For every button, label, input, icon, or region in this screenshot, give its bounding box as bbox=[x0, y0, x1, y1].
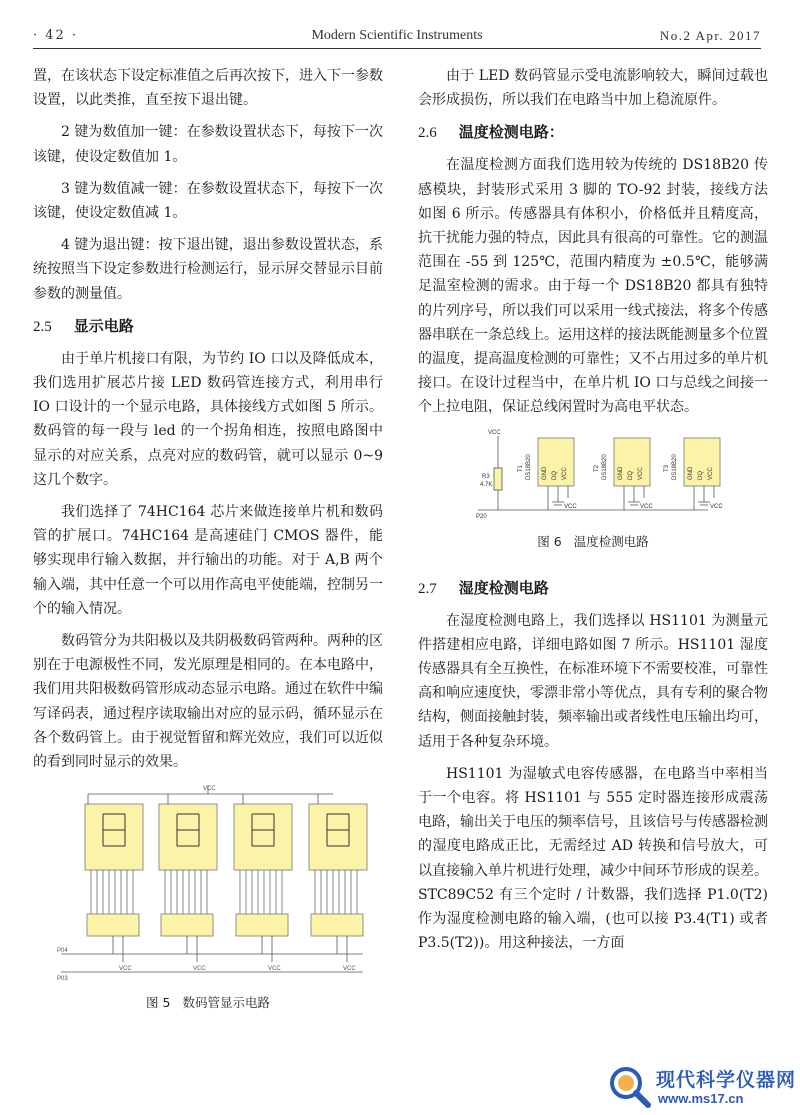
svg-text:VCC: VCC bbox=[708, 466, 714, 480]
issue-info: No.2 Apr. 2017 bbox=[659, 28, 761, 43]
svg-text:VCC: VCC bbox=[638, 466, 644, 480]
svg-text:T3: T3 bbox=[664, 464, 670, 472]
svg-text:DQ: DQ bbox=[628, 470, 634, 480]
svg-text:DS18B20: DS18B20 bbox=[602, 453, 608, 480]
section-number: 2.6 bbox=[418, 125, 437, 142]
svg-text:DS18B20: DS18B20 bbox=[526, 453, 532, 480]
paragraph: 4 键为退出键：按下退出键，退出参数设置状态，系统按照当下设定参数进行检测运行，显示屏交替显示目前参数的测量值。 bbox=[33, 237, 383, 302]
temperature-circuit-diagram bbox=[418, 428, 768, 526]
section-title: 湿度检测电路 bbox=[458, 578, 549, 597]
paragraph: 2 键为数值加一键：在参数设置状态下，每按下一次该键，使设定数值加 1。 bbox=[33, 124, 383, 165]
svg-text:DQ: DQ bbox=[698, 470, 704, 480]
paragraph: HS1101 为湿敏式电容传感器，在电路当中率相当于一个电容。将 HS1101 与 555 定时器连接形成震荡电路，输出关于电压的频率信号，且该信号与传感器检测的湿度电路成正比，无需经过 AD 转换和信号放大，可以直接输入单片机进行处理，减少中间环节形成的误差。STC89C52 有三个定时 / 计数器，我们选择 P1.0(T2) 作为湿度检测电路的输入端，(也可以接 P3.4(T1) 或者 P3.5(T2))。用这种接法，一方面 bbox=[418, 765, 768, 952]
section-heading bbox=[418, 120, 768, 145]
svg-text:P04: P04 bbox=[57, 948, 68, 955]
section-heading bbox=[418, 576, 768, 601]
magnifier-logo-icon bbox=[606, 1063, 652, 1109]
paragraph: 我们选择了 74HC164 芯片来做连接单片机和数码管的扩展口。74HC164 是高速硅门 CMOS 器件，能够实现串行输入数据，并行输出的功能。对于 A,B 两个输入端，其中任意一个可以用作高电平使能端，控制另一个的输入情况。 bbox=[33, 504, 383, 617]
svg-text:T2: T2 bbox=[594, 464, 600, 472]
display-circuit-diagram bbox=[33, 782, 383, 987]
svg-text:VCC: VCC bbox=[203, 786, 216, 793]
section-title: 温度检测电路： bbox=[458, 123, 564, 142]
svg-text:GND: GND bbox=[688, 466, 694, 480]
svg-text:VCC: VCC bbox=[562, 466, 568, 480]
svg-text:VCC: VCC bbox=[193, 966, 206, 973]
running-header bbox=[33, 26, 761, 49]
paragraph: 3 键为数值减一键：在参数设置状态下，每按下一次该键，使设定数值减 1。 bbox=[33, 180, 383, 222]
svg-text:GND: GND bbox=[618, 466, 624, 480]
right-column bbox=[418, 64, 768, 963]
left-column bbox=[33, 64, 383, 1011]
watermark-url: www.ms17.cn bbox=[658, 1091, 744, 1106]
section-number: 2.5 bbox=[33, 318, 52, 335]
site-watermark bbox=[606, 1061, 796, 1111]
paragraph: 由于单片机接口有限，为节约 IO 口以及降低成本，我们选用扩展芯片接 LED 数码管连接方式，利用串行 IO 口设计的一个显示电路，具体接线方式如图 5 所示。数码管的每一段与 led 的一个拐角相连，按照电路图中显示的对应关系，点亮对应的数码管，就可以显示 0~9 这几个数字。 bbox=[33, 350, 383, 488]
figure-title: 温度检测电路 bbox=[573, 533, 649, 549]
section-title: 显示电路 bbox=[73, 316, 134, 335]
paragraph: 在湿度检测电路上，我们选择以 HS1101 为测量元件搭建相应电路，详细电路如图 7 所示。HS1101 湿度传感器具有全互换性，在标准环境下不需要校准，可靠性高和响应速度快，零漂非常小等优点，具有专利的聚合物结构，侧面接触封装，频率输出或者线性电压输出均可，适用于各种复杂环境。 bbox=[418, 612, 768, 750]
svg-text:DQ: DQ bbox=[552, 470, 558, 480]
paragraph: 由于 LED 数码管显示受电流影响较大，瞬间过载也会形成损伤，所以我们在电路当中加上稳流原件。 bbox=[418, 68, 768, 109]
section-number: 2.7 bbox=[418, 580, 437, 597]
paragraph: 置，在该状态下设定标准值之后再次按下，进入下一参数设置，以此类推，直至按下退出键。 bbox=[33, 68, 383, 109]
svg-text:VCC: VCC bbox=[640, 503, 653, 510]
svg-text:DS18B20: DS18B20 bbox=[672, 453, 678, 480]
svg-text:VCC: VCC bbox=[343, 966, 356, 973]
figure-title: 数码管显示电路 bbox=[182, 995, 270, 1011]
svg-text:VCC: VCC bbox=[710, 503, 723, 510]
watermark-title: 现代科学仪器网 bbox=[656, 1069, 797, 1091]
paragraph: 数码管分为共阳极以及共阴极数码管两种。两种的区别在于电源极性不同，发光原理是相同的。在本电路中，我们用共阳极数码管形成动态显示电路。通过在软件中编写译码表，通过程序读取输出对应的显示码，循环显示在各个数码管上。由于视觉暂留和辉光效应，我们可以近似的看到同时显示的效果。 bbox=[33, 633, 383, 771]
svg-text:R3: R3 bbox=[482, 473, 490, 480]
svg-text:GND: GND bbox=[542, 466, 548, 480]
section-heading bbox=[33, 314, 383, 339]
svg-text:P03: P03 bbox=[57, 976, 68, 983]
svg-text:VCC: VCC bbox=[268, 966, 281, 973]
paragraph: 在温度检测方面我们选用较为传统的 DS18B20 传感模块，封装形式采用 3 脚的 TO-92 封装，接线方法如图 6 所示。传感器具有体积小，价格低并且精度高，抗干扰能力强的特点，因此具有很高的可靠性。它的测温范围在 -55 到 125℃，范围内精度为 ±0.5℃，能够满足温室检测的需求。由于每一个 DS18B20 都具有独特的片列序号，所以我们可以采用一线式接法，将多个传感器串联在一条总线上。运用这样的接法既能测量多个位置的温度，提高温度检测的可靠性；又不占用过多的单片机接口。在设计过程当中，在单片机 IO 口与总线之间接一个上拉电阻，保证总线闲置时为高电平状态。 bbox=[418, 157, 768, 416]
journal-title: Modern Scientific Instruments bbox=[311, 28, 483, 43]
svg-text:T1: T1 bbox=[518, 464, 524, 472]
page-number: · 42 · bbox=[33, 28, 79, 43]
figure-number: 图 6 bbox=[537, 533, 562, 549]
svg-text:VCC: VCC bbox=[564, 503, 577, 510]
figure-caption bbox=[33, 993, 383, 1011]
figure-number: 图 5 bbox=[146, 995, 171, 1011]
svg-text:4.7K: 4.7K bbox=[480, 481, 493, 488]
figure-6 bbox=[418, 428, 768, 550]
figure-caption bbox=[418, 532, 768, 550]
figure-5 bbox=[33, 782, 383, 1011]
svg-text:VCC: VCC bbox=[119, 966, 132, 973]
svg-text:VCC: VCC bbox=[488, 429, 501, 436]
svg-text:P20: P20 bbox=[476, 513, 487, 520]
